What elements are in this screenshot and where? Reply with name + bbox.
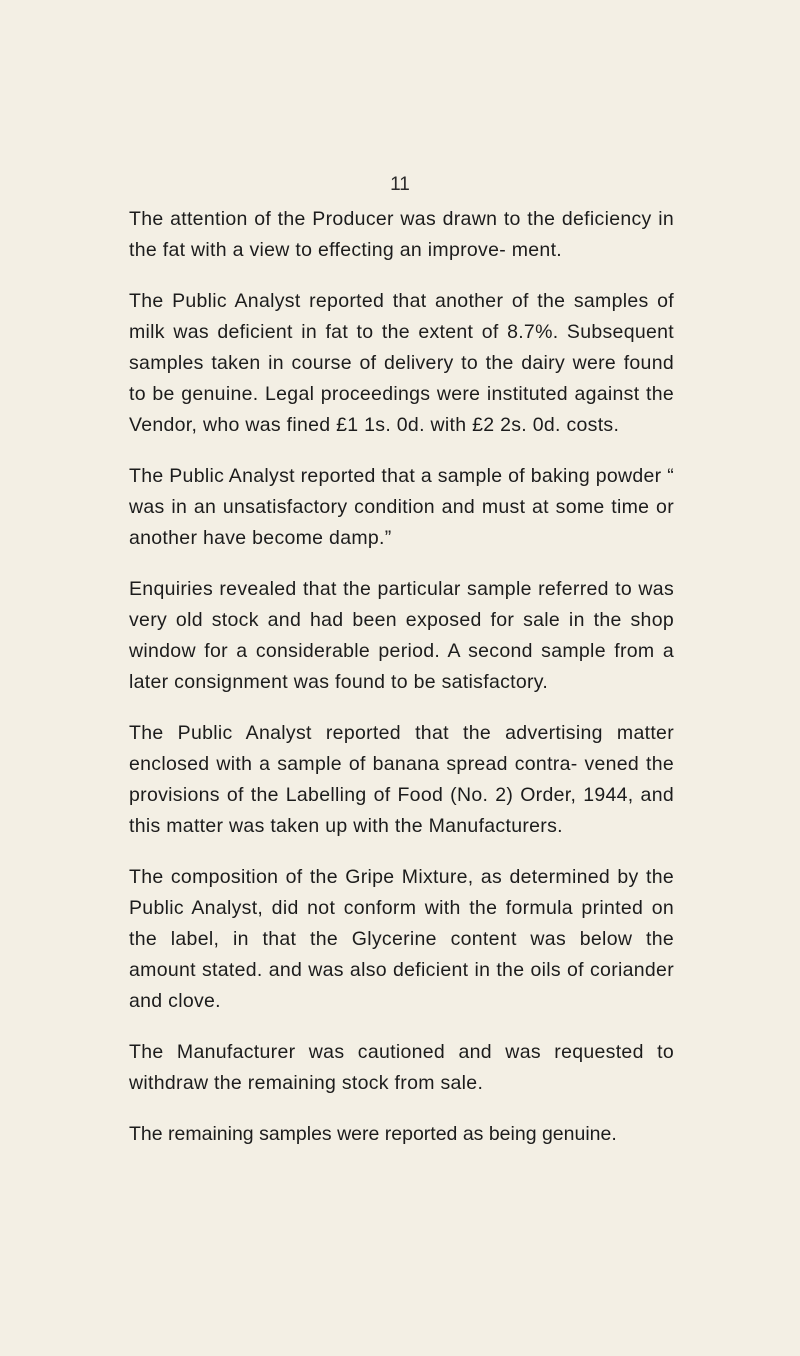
page-number: 11 xyxy=(390,174,410,195)
paragraph-remaining-samples: The remaining samples were reported as being genuine. xyxy=(129,1123,617,1145)
paragraph-gripe-mixture: The composition of the Gripe Mixture, as determined by the Public Analyst, did not conform with the formula printed on the label, in that the Glycerine content was below the amount stated. and was also deficient in the oils of coriander and clove. xyxy=(129,866,674,1012)
paragraph-producer-attention: The attention of the Producer was drawn to the deficiency in the fat with a view to effecting an improve- ment. xyxy=(129,208,674,261)
paragraph-milk-deficiency: The Public Analyst reported that another of the samples of milk was deficient in fat to the extent of 8.7%. Subsequent samples taken in course of delivery to the dairy were found to be genuine. Legal proceedings were instituted against the Vendor, who was fined £1 1s. 0d. with £2 2s. 0d. costs. xyxy=(129,290,674,436)
paragraph-enquiries: Enquiries revealed that the particular sample referred to was very old stock and had been exposed for sale in the shop window for a considerable period. A second sample from a later consignment was found to be satisfactory. xyxy=(129,578,674,693)
paragraph-manufacturer-cautioned: The Manufacturer was cautioned and was requested to withdraw the remaining stock from sale. xyxy=(129,1041,674,1094)
paragraph-banana-spread: The Public Analyst reported that the advertising matter enclosed with a sample of banana spread contra- vened the provisions of the Labelling of Food (No. 2) Order, 1944, and this matter was taken up with the Manufacturers. xyxy=(129,722,674,837)
paragraph-baking-powder: The Public Analyst reported that a sample of baking powder “ was in an unsatisfactory condition and must at some time or another have become damp.” xyxy=(129,465,674,549)
body-text xyxy=(129,204,674,1170)
